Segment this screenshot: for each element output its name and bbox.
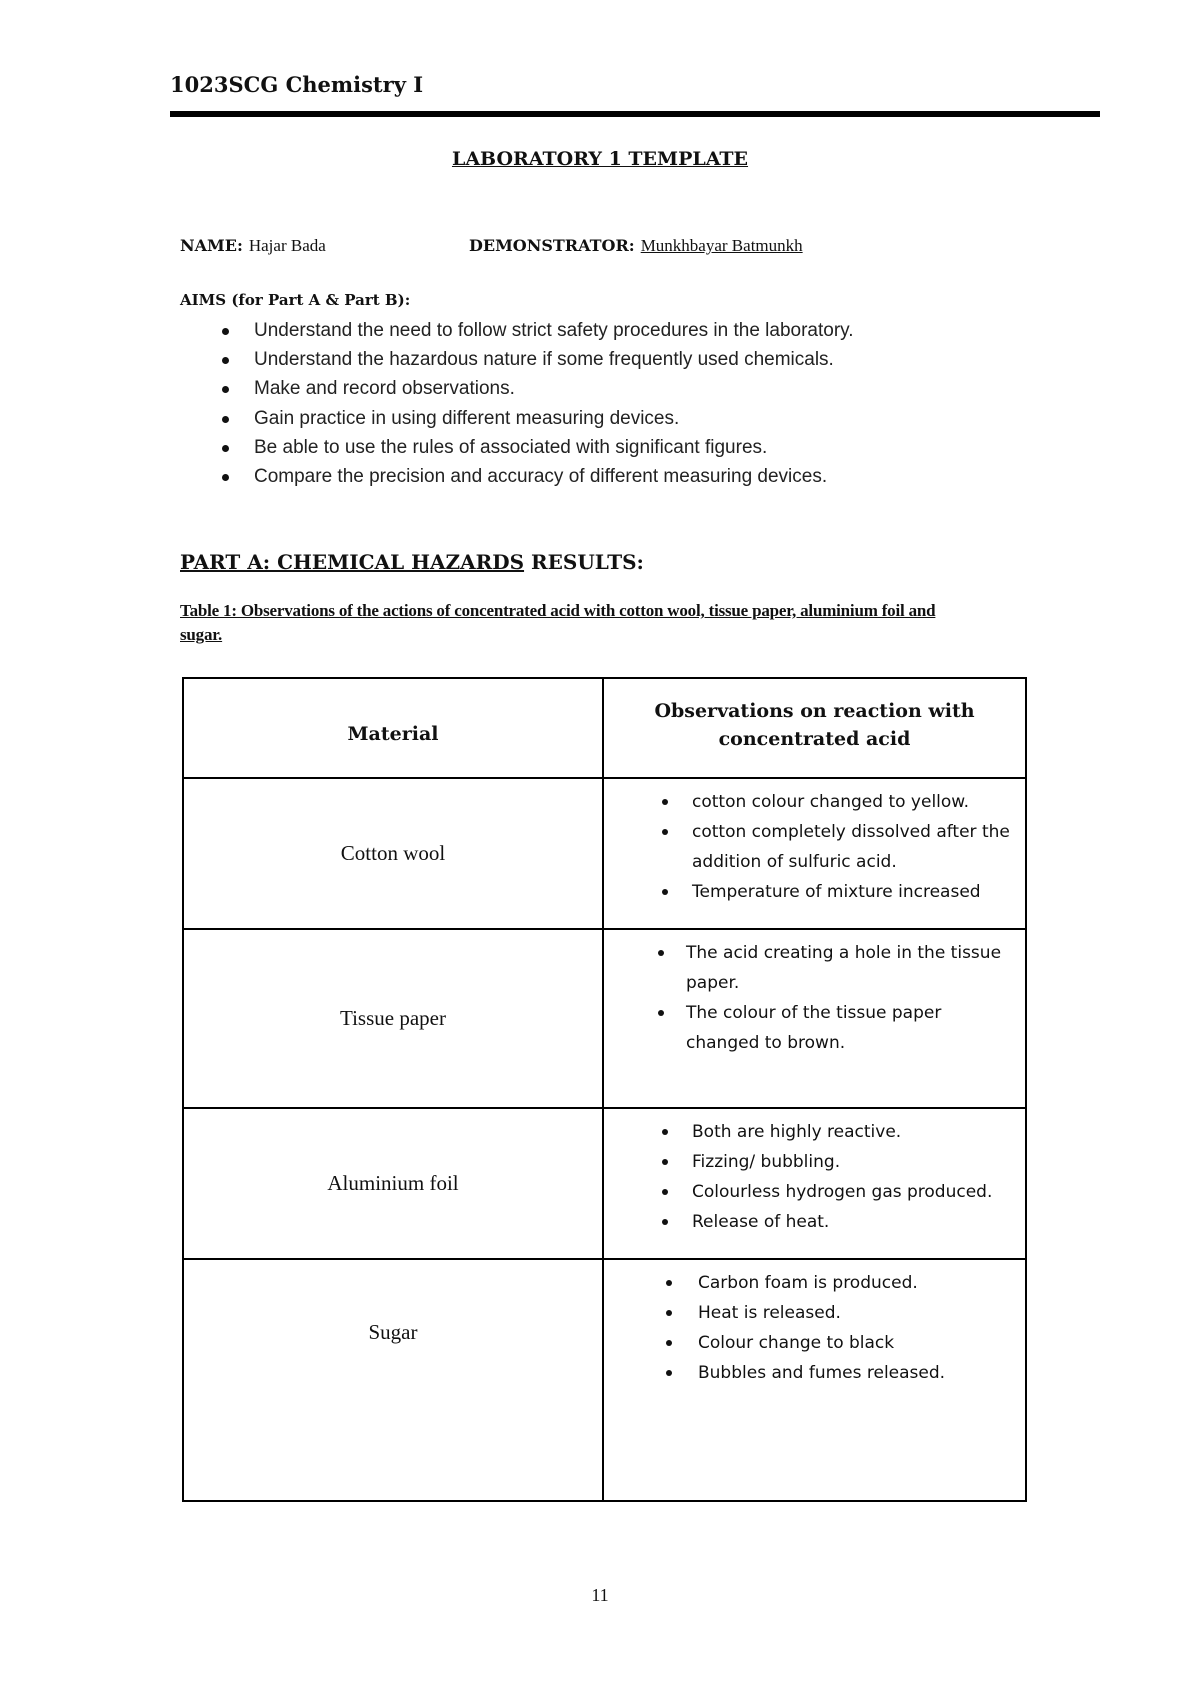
table-row — [183, 1108, 1026, 1259]
observation-item: Release of heat. — [604, 1207, 1015, 1237]
header-rule — [170, 111, 1100, 117]
observation-item: Colourless hydrogen gas produced. — [604, 1177, 1015, 1207]
table-caption: Table 1: Observations of the actions of concentrated acid with cotton wool, tissue paper, aluminium foil and sugar. — [180, 601, 936, 644]
table-row — [183, 1259, 1026, 1501]
aims-heading: AIMS (for Part A & Part B): — [180, 291, 411, 309]
course-header: 1023SCG Chemistry I — [170, 72, 424, 97]
aim-item: Compare the precision and accuracy of different measuring devices. — [180, 462, 1080, 491]
observations-cell — [603, 1108, 1026, 1259]
name-label: NAME: — [180, 236, 243, 255]
observation-item: Bubbles and fumes released. — [604, 1358, 1015, 1388]
material-cell: Sugar — [183, 1259, 603, 1501]
observations-cell — [603, 929, 1026, 1108]
page-number: 11 — [591, 1585, 609, 1605]
observations-header: Observations on reaction with concentrated acid — [603, 678, 1026, 778]
observation-item: The acid creating a hole in the tissue paper. — [604, 938, 1015, 998]
material-header: Material — [183, 678, 603, 778]
observations-list — [604, 1109, 1025, 1237]
observation-item: Carbon foam is produced. — [604, 1268, 1015, 1298]
material-cell: Aluminium foil — [183, 1108, 603, 1259]
demonstrator-label: DEMONSTRATOR: — [469, 236, 635, 255]
aim-item: Make and record observations. — [180, 374, 1080, 403]
observation-item: cotton colour changed to yellow. — [604, 787, 1015, 817]
observations-list — [604, 779, 1025, 907]
aim-item: Gain practice in using different measuring devices. — [180, 404, 1080, 433]
aims-list — [180, 316, 1080, 491]
observation-item: Fizzing/ bubbling. — [604, 1147, 1015, 1177]
name-value: Hajar Bada — [248, 236, 326, 255]
observations-cell — [603, 1259, 1026, 1501]
demonstrator-line — [469, 236, 803, 256]
observation-item: Heat is released. — [604, 1298, 1015, 1328]
observations-table — [182, 677, 1027, 1502]
material-cell: Tissue paper — [183, 929, 603, 1108]
part-a-heading-main: PART A: CHEMICAL HAZARDS — [180, 550, 525, 574]
observation-item: Colour change to black — [604, 1328, 1015, 1358]
aim-item: Understand the hazardous nature if some frequently used chemicals. — [180, 345, 1080, 374]
observations-list — [604, 1260, 1025, 1388]
table-row — [183, 929, 1026, 1108]
observations-cell — [603, 778, 1026, 929]
observation-item: The colour of the tissue paper changed to brown. — [604, 998, 1015, 1058]
observation-item: Both are highly reactive. — [604, 1117, 1015, 1147]
table-header-row — [183, 678, 1026, 778]
observation-item: Temperature of mixture increased — [604, 877, 1015, 907]
name-line — [180, 236, 326, 256]
aim-item: Understand the need to follow strict safety procedures in the laboratory. — [180, 316, 1080, 345]
document-title: LABORATORY 1 TEMPLATE — [451, 148, 749, 170]
observations-list — [604, 930, 1025, 1058]
demonstrator-value: Munkhbayar Batmunkh — [640, 236, 803, 255]
part-a-heading-rest: RESULTS: — [531, 550, 644, 574]
table-row — [183, 778, 1026, 929]
part-a-heading — [180, 550, 644, 574]
observation-item: cotton completely dissolved after the addition of sulfuric acid. — [604, 817, 1015, 877]
aim-item: Be able to use the rules of associated with significant figures. — [180, 433, 1080, 462]
material-cell: Cotton wool — [183, 778, 603, 929]
